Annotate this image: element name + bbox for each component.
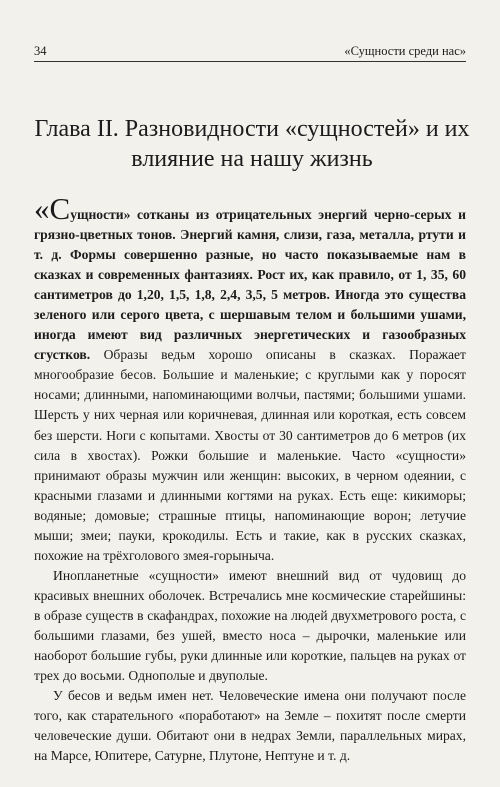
page-number: 34 xyxy=(34,44,47,58)
bold-lead-text: ущности» сотканы из отрицательных энергий черно-серых и грязно-цветных тонов. Энергий камня, слизи, газа, металла, ртути и т. д. Формы совершенно разные, но часто показываемые нам в сказках и современных фантазиях. Рост их, как правило, от 1, 35, 60 сантиметров до 1,20, 1,5, 1,8, 2,4, 3,5, 5 метров. Иногда это существа зеленого или серого цвета, с шершавым телом и большими ушами, иногда имеют вид различных энергетических и газообразных сгустков. xyxy=(34,207,466,363)
drop-cap: «С xyxy=(34,191,71,226)
running-title: «Сущности среди нас» xyxy=(344,44,466,58)
paragraph-1 xyxy=(34,193,466,566)
header-divider xyxy=(34,61,466,62)
chapter-title: Глава II. Разновидности «сущностей» и их влияние на нашу жизнь xyxy=(34,116,470,172)
paragraph-3: У бесов и ведьм имен нет. Человеческие имена они получают после того, как старательного «поработают» на Земле – похитят после смерти человеческие души. Обитают они в недрах Земли, параллельных мирах, на Марсе, Юпитере, Сатурне, Плутоне, Нептуне и т. д. xyxy=(34,688,466,764)
page-header xyxy=(34,44,466,59)
paragraph-1-rest: Образы ведьм хорошо описаны в сказках. Поражает многообразие бесов. Большие и маленькие; с круглыми как у поросят носами; длинными, напоминающими волчьи, пастями; большими ушами. Шерсть у них черная или коричневая, длинная или короткая, есть совсем без шерсти. Ноги с копытами. Хвосты от 30 сантиметров до 6 метров (их сила в хвостах). Рожки большие и маленькие. Часто «сущности» принимают образы мужчин или женщин: высоких, в черном одеянии, с красными глазами и длинными когтями на руках. Есть еще: кикиморы; водяные; домовые; страшные птицы, напоминающие ворон; летучие мыши; змеи; пауки, крокодилы. Есть и такие, как в русских сказках, похожие на трёхголового змея-горыныча. xyxy=(34,347,466,563)
body-text xyxy=(34,193,466,766)
paragraph-2: Инопланетные «сущности» имеют внешний вид от чудовищ до красивых внешних оболочек. Встречались мне космические старейшины: в образе существ в скафандрах, похожие на людей двухметрового роста, с большими глазами, без ушей, вместо носа – дырочки, маленькие или наоборот большие губы, руки длинные или короткие, пальцев на руках от трех до восьми. Однополые и двуполые. xyxy=(34,567,466,684)
